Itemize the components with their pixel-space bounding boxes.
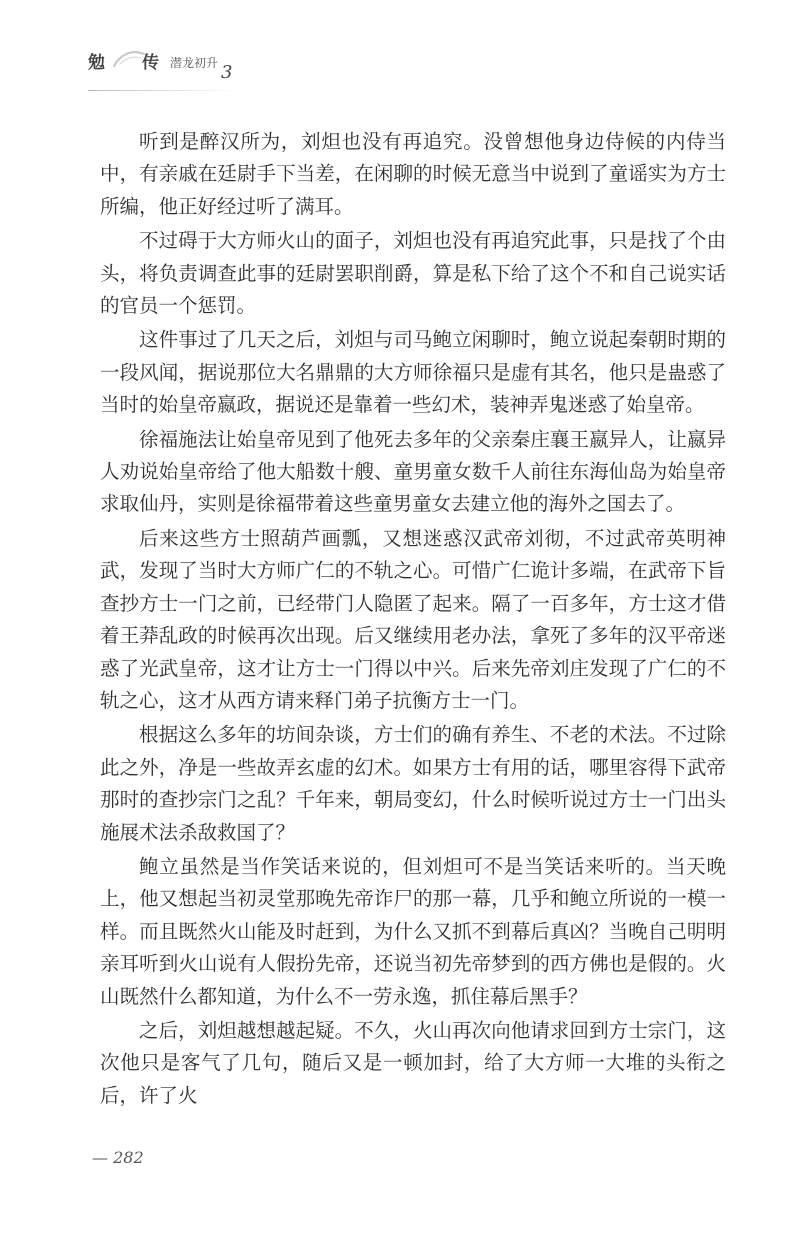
page-number: — 282	[92, 1148, 144, 1167]
volume-subtitle: 潜龙初升	[170, 56, 219, 70]
book-title-char-2: 传	[142, 53, 160, 73]
paragraph: 之后，刘炟越想越起疑。不久，火山再次向他请求回到方士宗门，这次他只是客气了几句，随后又是一顿加封，给了大方师一大堆的头衔之后，许了火	[100, 1018, 726, 1107]
paragraph: 不过碍于大方师火山的面子，刘炟也没有再追究此事，只是找了个由头，将负责调查此事的廷尉罢职削爵，算是私下给了这个不和自己说实话的官员一个惩罚。	[100, 229, 726, 318]
paragraph: 这件事过了几天之后，刘炟与司马鲍立闲聊时，鲍立说起秦朝时期的一段风闻，据说那位大名鼎鼎的大方师徐福只是虚有其名，他只是蛊惑了当时的始皇帝嬴政，据说还是靠着一些幻术，装神弄鬼迷惑了始皇帝。	[100, 328, 726, 417]
paragraph: 后来这些方士照葫芦画瓢，又想迷惑汉武帝刘彻，不过武帝英明神武，发现了当时大方师广仁的不轨之心。可惜广仁诡计多端，在武帝下旨查抄方士一门之前，已经带门人隐匿了起来。隔了一百多年，方士这才借着王莽乱政的时候再次出现。后又继续用老办法，拿死了多年的汉平帝迷惑了光武皇帝，这才让方士一门得以中兴。后来先帝刘庄发现了广仁的不轨之心，这才从西方请来释门弟子抗衡方士一门。	[100, 526, 726, 712]
paragraph: 听到是醉汉所为，刘炟也没有再追究。没曾想他身边侍候的内侍当中，有亲戚在廷尉手下当差，在闲聊的时候无意当中说到了童谣实为方士所编，他正好经过听了满耳。	[100, 130, 726, 218]
header-divider	[88, 90, 238, 91]
paragraph: 徐福施法让始皇帝见到了他死去多年的父亲秦庄襄王嬴异人，让嬴异人劝说始皇帝给了他大船数十艘、童男童女数千人前往东海仙岛为始皇帝求取仙丹，实则是徐福带着这些童男童女去建立他的海外之国去了。	[100, 427, 726, 516]
book-title-char-1: 勉	[88, 53, 106, 73]
brush-ornament-icon	[112, 48, 146, 70]
paragraph: 根据这么多年的坊间杂谈，方士们的确有养生、不老的术法。不过除此之外，净是一些故弄玄虚的幻术。如果方士有用的话，哪里容得下武帝那时的查抄宗门之乱？千年来，朝局变幻，什么时候听说过方士一门出头施展术法杀敌救国了？	[100, 723, 726, 844]
running-header	[88, 44, 348, 94]
body-text	[100, 126, 726, 1114]
volume-number: 3	[221, 62, 233, 83]
paragraph: 鲍立虽然是当作笑话来说的，但刘炟可不是当笑话来听的。当天晚上，他又想起当初灵堂那晚先帝诈尸的那一幕，几乎和鲍立所说的一模一样。而且既然火山能及时赶到，为什么又抓不到幕后真凶？当晚自己明明亲耳听到火山说有人假扮先帝，还说当初先帝梦到的西方佛也是假的。火山既然什么都知道，为什么不一劳永逸，抓住幕后黑手？	[100, 854, 726, 1008]
